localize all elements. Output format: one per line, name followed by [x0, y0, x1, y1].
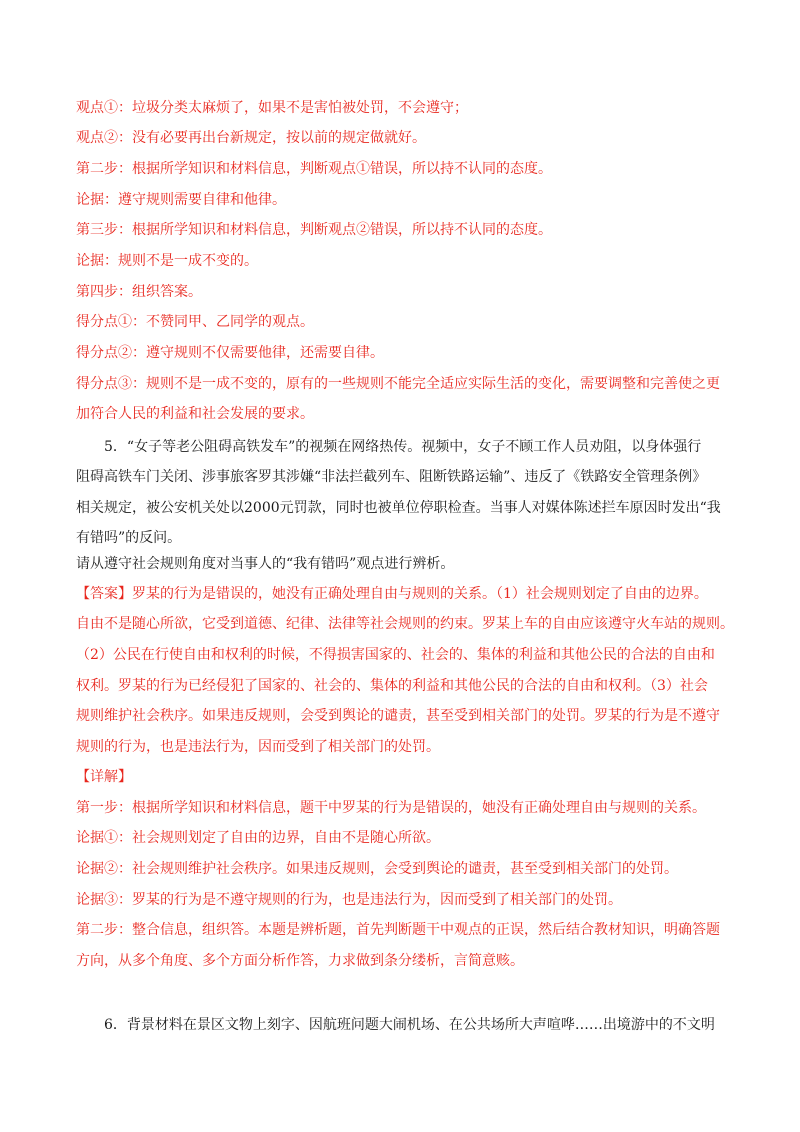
- answer-text: 规则维护社会秩序。如果违反规则，会受到舆论的谴责，甚至受到相关部门的处罚。罗某的行为是不遵守: [76, 708, 720, 724]
- answer-text: 规则的行为，也是违法行为，因而受到了相关部门的处罚。: [76, 739, 440, 755]
- explanation-heading: 【详解】: [76, 769, 132, 785]
- text-line: 观点①：垃圾分类太麻烦了，如果不是害怕被处罚，不会遵守；: [76, 100, 468, 116]
- question-5-text: 阻碍高铁车门关闭、涉事旅客罗其涉嫌“非法拦截列车、阻断铁路运输”、违反了《铁路安全管理条例》: [76, 469, 707, 485]
- question-5-text: 有错吗”的反问。: [76, 530, 182, 546]
- explanation-text: 第一步：根据所学知识和材料信息，题干中罗某的行为是错误的，她没有正确处理自由与规则的关系。: [76, 800, 706, 816]
- question-5-text: 相关规定，被公安机关处以2000元罚款，同时也被单位停职检查。当事人对媒体陈述拦车原因时发出“我: [76, 500, 721, 516]
- answer-text: （2）公民在行使自由和权利的时候，不得损害国家的、社会的、集体的利益和其他公民的合法的自由和: [76, 647, 715, 663]
- explanation-text: 第二步：整合信息，组织答。本题是辨析题，首先判断题干中观点的正误，然后结合教材知识，明确答题: [76, 922, 720, 938]
- text-line: 加符合人民的利益和社会发展的要求。: [76, 406, 314, 422]
- answer-text: 【答案】罗某的行为是错误的，她没有正确处理自由与规则的关系。（1）社会规则划定了自由的边界。: [76, 586, 708, 602]
- text-line: 第二步：根据所学知识和材料信息，判断观点①错误，所以持不认同的态度。: [76, 161, 552, 177]
- explanation-text: 论据③：罗某的行为是不遵守规则的行为，也是违法行为，因而受到了相关部门的处罚。: [76, 892, 622, 908]
- question-5-text: 5．“女子等老公阻碍高铁发车”的视频在网络热传。视频中，女子不顾工作人员劝阻，以身体强行: [104, 439, 702, 455]
- text-line: 第三步：根据所学知识和材料信息，判断观点②错误，所以持不认同的态度。: [76, 222, 552, 238]
- text-line: 得分点③：规则不是一成不变的，原有的一些规则不能完全适应实际生活的变化，需要调整和完善使之更: [76, 376, 720, 392]
- text-line: 第四步：组织答案。: [76, 284, 202, 300]
- text-line: 得分点②：遵守规则不仅需要他律，还需要自律。: [76, 345, 384, 361]
- explanation-text: 论据①：社会规则划定了自由的边界，自由不是随心所欲。: [76, 830, 440, 846]
- text-line: 论据：规则不是一成不变的。: [76, 253, 258, 269]
- answer-text: 自由不是随心所欲，它受到道德、纪律、法律等社会规则的约束。罗某上车的自由应该遵守火车站的规则。: [76, 616, 734, 632]
- answer-text: 权利。罗某的行为已经侵犯了国家的、社会的、集体的利益和其他公民的合法的自由和权利。（3）社会: [76, 678, 708, 694]
- explanation-text: 方向，从多个角度、多个方面分析作答，力求做到条分缕析，言简意赅。: [76, 953, 524, 969]
- explanation-text: 论据②：社会规则维护社会秩序。如果违反规则，会受到舆论的谴责，甚至受到相关部门的处罚。: [76, 861, 678, 877]
- text-line: 论据：遵守规则需要自律和他律。: [76, 192, 286, 208]
- question-5-prompt: 请从遵守社会规则角度对当事人的“我有错吗”观点进行辨析。: [76, 556, 455, 572]
- text-line: 观点②：没有必要再出台新规定，按以前的规定做就好。: [76, 130, 426, 146]
- text-line: 得分点①：不赞同甲、乙同学的观点。: [76, 314, 314, 330]
- question-6-text: 6．背景材料在景区文物上刻字、因航班问题大闹机场、在公共场所大声喧哗……出境游中的不文明: [104, 1017, 715, 1033]
